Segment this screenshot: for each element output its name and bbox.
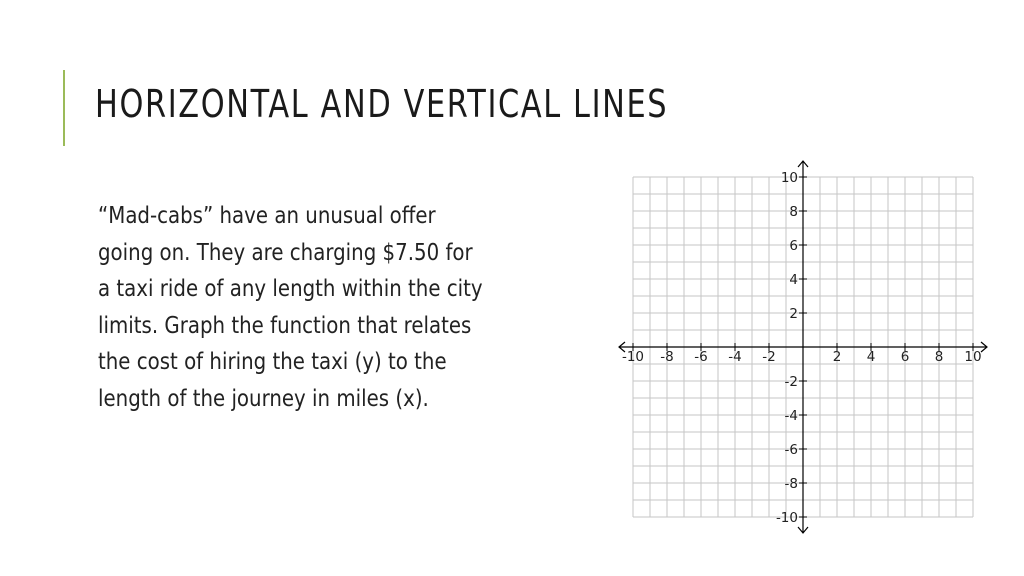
x-tick-label: -10 bbox=[621, 349, 645, 365]
x-tick-label: 4 bbox=[866, 349, 876, 365]
y-tick-label: -8 bbox=[784, 476, 798, 492]
y-tick-label: 8 bbox=[789, 204, 798, 220]
problem-text-line: “Mad-cabs” have an unusual offer bbox=[98, 203, 436, 229]
x-tick-label: 2 bbox=[832, 349, 842, 365]
y-tick-label: -4 bbox=[784, 408, 798, 424]
x-tick-label: -6 bbox=[694, 349, 708, 365]
problem-text-line: limits. Graph the function that relates bbox=[98, 312, 472, 339]
y-tick-label: 4 bbox=[789, 272, 798, 288]
coordinate-grid bbox=[612, 152, 992, 544]
y-tick-label: 6 bbox=[789, 238, 798, 254]
x-tick-label: 8 bbox=[934, 349, 944, 365]
y-tick-label: 2 bbox=[789, 306, 798, 322]
y-tick-label: -2 bbox=[784, 374, 798, 390]
problem-text bbox=[98, 198, 562, 417]
problem-text-line: length of the journey in miles (x). bbox=[98, 385, 429, 412]
slide-title: HORIZONTAL AND VERTICAL LINES bbox=[95, 82, 669, 126]
problem-text-line: a taxi ride of any length within the city bbox=[98, 276, 483, 302]
x-tick-label: 6 bbox=[900, 349, 910, 365]
problem-text-line: the cost of hiring the taxi (y) to the bbox=[98, 349, 447, 375]
problem-text-line: going on. They are charging $7.50 for bbox=[98, 239, 473, 266]
y-tick-label: -10 bbox=[775, 510, 798, 526]
y-tick-label: 10 bbox=[780, 170, 798, 186]
x-tick-label: -8 bbox=[660, 349, 674, 365]
x-tick-label: -2 bbox=[762, 349, 776, 365]
x-tick-label: -4 bbox=[728, 349, 742, 365]
title-accent-bar bbox=[63, 70, 65, 146]
x-tick-label: 10 bbox=[964, 349, 982, 365]
y-tick-label: -6 bbox=[784, 442, 798, 458]
